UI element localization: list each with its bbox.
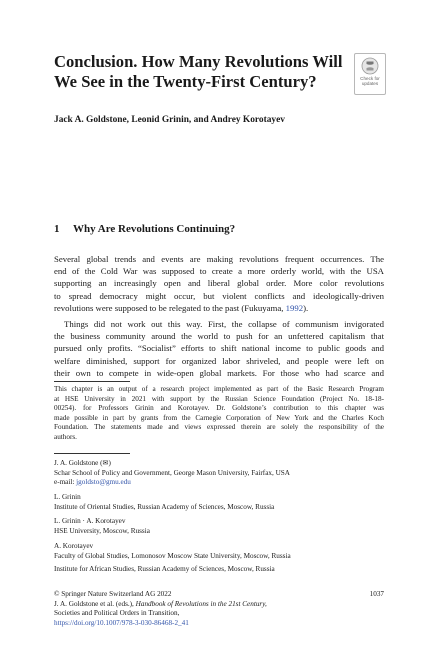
- authors: Jack A. Goldstone, Leonid Grinin, and Andrey Korotayev: [54, 115, 285, 125]
- text-line: Things did not work out this way. First, the collapse of communism invigorated: [64, 319, 384, 329]
- series-line: Societies and Political Orders in Transition,: [54, 609, 180, 618]
- affiliation-line: Schar School of Policy and Government, George Mason University, Fairfax, USA: [54, 468, 290, 477]
- affiliation-name: J. A. Goldstone (✉): [54, 459, 111, 467]
- affiliation-line: Faculty of Global Studies, Lomonosov Moscow State University, Moscow, Russia: [54, 551, 291, 560]
- footnote: [54, 385, 384, 442]
- affiliation-goldstone: [54, 459, 384, 488]
- footnote-line: made possible in part by grants from the Carnegie Corporation of New York and the Charles Koch: [54, 413, 384, 422]
- text-line: welfare diminished, support for organized labor shriveled, and people were left on: [54, 355, 384, 366]
- doi-link[interactable]: https://doi.org/10.1007/978-3-030-86468-2_41: [54, 618, 189, 627]
- affiliation-korotayev: [54, 542, 384, 575]
- check-for-updates-badge[interactable]: [354, 53, 386, 95]
- title-line: Conclusion. How Many Revolutions Will: [54, 52, 343, 71]
- text-line: pursued only profits. “Socialist” efforts to shift national income to public goods and: [54, 343, 384, 354]
- text-line: the business community around the world to push for an unfettered capitalism that: [54, 331, 384, 342]
- text-line: Several global trends and events are making revolutions frequent occurrences. The: [54, 254, 384, 264]
- affiliation-email-line: e-mail: jgoldsto@gmu.edu: [54, 478, 131, 487]
- footnote-line: This chapter is an output of a research project implemented as part of the Basic Research Program: [54, 385, 384, 393]
- text-line: their own to compete in wide-open global markets. For those who had scarce and: [54, 367, 384, 378]
- check-for-updates-icon: [361, 57, 379, 75]
- text-line: to spread democracy might occur, but violent conflicts and ideologically-driven: [54, 290, 384, 301]
- affiliation-line: Institute of Oriental Studies, Russian Academy of Sciences, Moscow, Russia: [54, 502, 275, 511]
- section-heading: [54, 223, 235, 235]
- footnote-line: Foundation. The statements made and views expressed therein are solely the responsibility of the: [54, 423, 384, 431]
- affiliation-name: L. Grinin: [54, 493, 81, 501]
- section-title: Why Are Revolutions Continuing?: [73, 223, 236, 235]
- affiliation-divider: [54, 453, 130, 454]
- citation-link-fukuyama[interactable]: 1992: [285, 302, 304, 313]
- text-line: revolutions were supposed to be relegated to the past (Fukuyama, 1992).: [54, 302, 309, 313]
- affiliation-grinin: [54, 493, 384, 512]
- copyright-block: [54, 590, 384, 628]
- citation-line: J. A. Goldstone et al. (eds.), Handbook of Revolutions in the 21st Century,: [54, 599, 267, 608]
- affiliation-name: L. Grinin · A. Korotayev: [54, 517, 126, 525]
- footnote-divider: [54, 381, 130, 382]
- affiliation-line: HSE University, Moscow, Russia: [54, 526, 150, 535]
- paragraph-2: [54, 318, 384, 379]
- book-title: Handbook of Revolutions in the 21st Century,: [135, 599, 267, 608]
- text-line: end of the Cold War was supposed to create a more orderly world, with the USA: [54, 266, 384, 277]
- copyright-line: © Springer Nature Switzerland AG 2022: [54, 590, 172, 598]
- affiliation-line: Institute for African Studies, Russian Academy of Sciences, Moscow, Russia: [54, 565, 275, 574]
- footnote-line: 00254). for Professors Grinin and Korotayev. Dr. Goldstone’s contribution to this chapter was: [54, 404, 384, 412]
- affiliation-name: A. Korotayev: [54, 542, 94, 550]
- footnote-line: authors.: [54, 432, 77, 441]
- paragraph-1: [54, 253, 384, 314]
- section-number: 1: [54, 223, 60, 235]
- title-line: We See in the Twenty-First Century?: [54, 71, 317, 91]
- page-number: 1037: [369, 590, 384, 598]
- text-line: supporting an increasingly open and liberal global order. More color revolutions: [54, 278, 384, 289]
- badge-text: Check for updates: [360, 76, 380, 86]
- footnote-line: at HSE University in 2021 with support by the Russian Science Foundation (Project No. 18-18-: [54, 394, 384, 403]
- affiliation-grinin-korotayev: [54, 517, 384, 536]
- chapter-title: [54, 52, 344, 91]
- email-link[interactable]: jgoldsto@gmu.edu: [76, 478, 131, 487]
